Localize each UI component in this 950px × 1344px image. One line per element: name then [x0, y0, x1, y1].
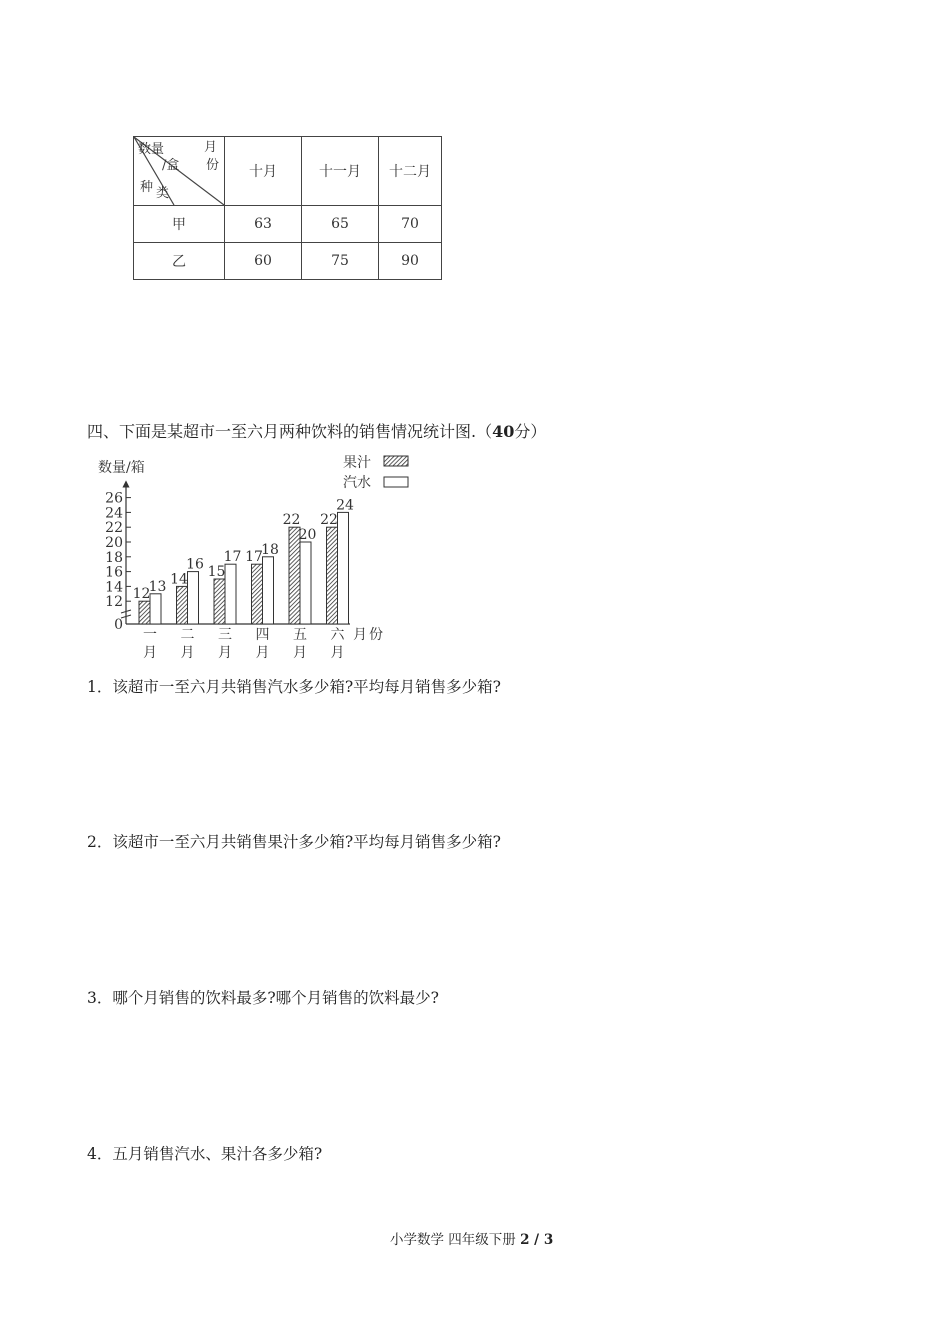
bar-value-label: 17 [223, 549, 242, 566]
page-footer [390, 1228, 553, 1248]
question-4: 4．五月销售汽水、果汁各多少箱? [87, 1145, 323, 1163]
legend-label-soda: 汽水 [343, 475, 371, 491]
y-tick-label: 16 [105, 564, 123, 581]
x-tick-label-top: 一 [143, 627, 157, 643]
x-tick-label-top: 六 [330, 627, 345, 643]
table-cell: 70 [379, 206, 442, 243]
x-axis-label-1: 月 [353, 627, 367, 643]
table-cell: 60 [225, 243, 302, 280]
sales-bar-chart [90, 450, 410, 665]
y-tick-label: 22 [105, 520, 123, 537]
table-header-row [134, 137, 442, 206]
bar-value-label: 20 [298, 527, 317, 543]
bar-juice [252, 564, 263, 624]
y-tick-label: 14 [105, 579, 123, 596]
heading-end: 分） [514, 422, 547, 441]
table-corner-cell [134, 137, 225, 206]
bar-soda [300, 542, 311, 624]
bar-soda [150, 594, 161, 624]
table-row-label: 甲 [134, 206, 225, 243]
legend-label-juice: 果汁 [343, 455, 371, 471]
corner-quantity: 数量 [138, 142, 165, 157]
bar-soda [188, 572, 199, 624]
table-cell: 65 [302, 206, 379, 243]
table-row-label: 乙 [134, 243, 225, 280]
question-1: 1．该超市一至六月共销售汽水多少箱?平均每月销售多少箱? [87, 678, 501, 696]
bar-soda [338, 512, 349, 624]
y-tick-label: 24 [105, 505, 123, 522]
bar-juice [177, 586, 188, 624]
x-tick-label-bottom: 月 [180, 645, 195, 661]
bar-soda [225, 564, 236, 624]
table-cell: 63 [225, 206, 302, 243]
y-tick-label: 0 [114, 617, 123, 633]
table-row [134, 206, 442, 243]
bars-group [133, 497, 354, 624]
legend-swatch-juice [384, 456, 408, 466]
bar-soda [263, 557, 274, 624]
bar-value-label: 15 [207, 564, 226, 580]
bar-juice [327, 527, 338, 624]
x-tick-label-top: 三 [218, 627, 232, 643]
question-3: 3．哪个月销售的饮料最多?哪个月销售的饮料最少? [87, 989, 439, 1007]
y-tick-label: 26 [105, 490, 123, 507]
x-labels [143, 627, 346, 661]
section-heading [87, 419, 546, 442]
sales-table [133, 136, 442, 280]
corner-month-1: 月 [204, 140, 218, 155]
corner-month-2: 份 [206, 158, 220, 173]
y-tick-label: 18 [105, 549, 123, 566]
bar-value-label: 22 [282, 512, 301, 529]
bar-juice [214, 579, 225, 624]
y-tick-label: 20 [105, 535, 123, 551]
table-cell: 75 [302, 243, 379, 280]
y-tick-label: 12 [105, 594, 123, 611]
footer-text: 小学数学 四年级下册 [390, 1232, 521, 1248]
bar-value-label: 22 [320, 512, 338, 529]
x-tick-label-bottom: 月 [143, 645, 157, 661]
corner-unit: /盒 [162, 158, 180, 173]
table-row [134, 243, 442, 280]
bar-juice [139, 601, 150, 624]
x-tick-label-bottom: 月 [255, 645, 270, 661]
x-tick-label-bottom: 月 [218, 645, 232, 661]
table-header-month: 十月 [225, 137, 302, 206]
x-tick-label-bottom: 月 [330, 645, 345, 661]
table-cell: 90 [379, 243, 442, 280]
heading-text: 四、下面是某超市一至六月两种饮料的销售情况统计图.（ [87, 422, 493, 441]
bar-value-label: 12 [132, 586, 151, 603]
question-2: 2．该超市一至六月共销售果汁多少箱?平均每月销售多少箱? [87, 833, 501, 851]
x-axis-label-2: 份 [369, 627, 383, 643]
corner-kind-1: 种 [140, 180, 154, 195]
x-tick-label-bottom: 月 [293, 645, 307, 661]
y-axis-label: 数量/箱 [98, 460, 145, 476]
bar-value-label: 18 [261, 541, 279, 558]
x-tick-label-top: 二 [180, 627, 195, 643]
page-number: 2 / 3 [520, 1232, 554, 1248]
bar-value-label: 24 [336, 497, 354, 514]
table-header-month: 十二月 [379, 137, 442, 206]
table-header-month: 十一月 [302, 137, 379, 206]
x-tick-label-top: 四 [255, 627, 270, 643]
bar-value-label: 16 [186, 556, 204, 573]
bar-value-label: 14 [170, 571, 188, 588]
corner-kind-2: 类 [156, 186, 170, 201]
bar-value-label: 13 [148, 578, 167, 595]
x-tick-label-top: 五 [293, 627, 307, 643]
legend-swatch-soda [384, 477, 408, 487]
bar-value-label: 17 [245, 549, 263, 566]
heading-score: 40 [492, 422, 515, 441]
